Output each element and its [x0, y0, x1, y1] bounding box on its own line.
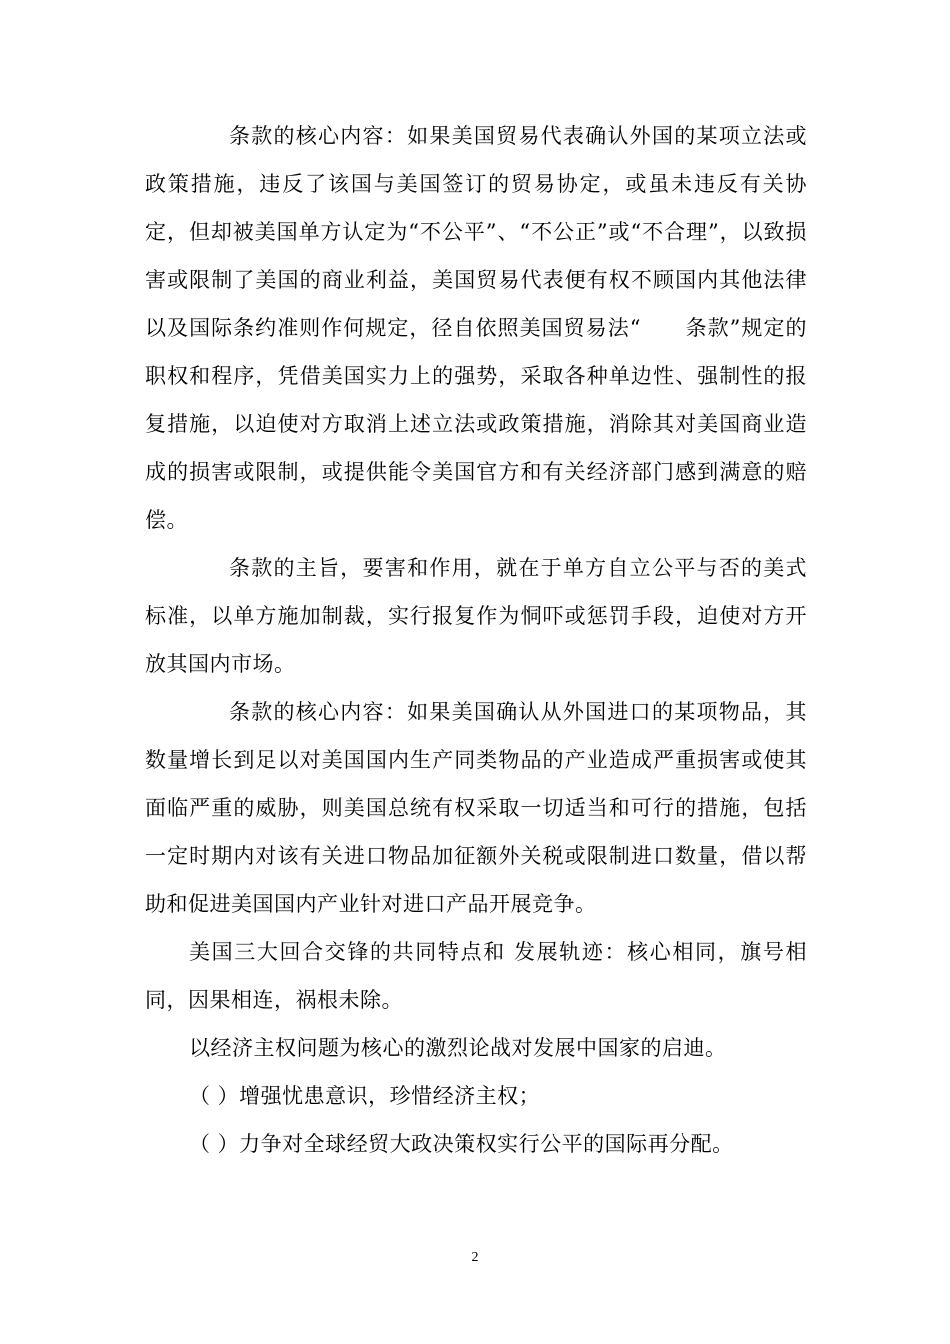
list-item-2: （ ）力争对全球经贸大政决策权实行公平的国际再分配。	[189, 1132, 734, 1156]
paragraph-3: 条款的核心内容：如果美国确认从外国进口的某项物品，其数量增长到足以对美国国内生产同类物品的产业造成严重损害或使其面临严重的威胁，则美国总统有权采取一切适当和可行的措施，包括一定时期内对该有关进口物品加征额外关税或限制进口数量，借以帮助和促进美国国内产业针对进口产品开展竞争。	[145, 700, 807, 916]
page-number: 2	[471, 1250, 479, 1265]
list-item-1: （ ）增强忧患意识，珍惜经济主权；	[189, 1084, 541, 1108]
paragraph-5: 以经济主权问题为核心的激烈论战对发展中国家的启迪。	[189, 1036, 727, 1060]
document-body	[145, 112, 807, 1168]
paragraph-2: 条款的主旨，要害和作用，就在于单方自立公平与否的美式标准，以单方施加制裁，实行报复作为恫吓或惩罚手段，迫使对方开放其国内市场。	[145, 556, 807, 676]
paragraph-4: 美国三大回合交锋的共同特点和 发展轨迹：核心相同，旗号相同，因果相连，祸根未除。	[145, 940, 807, 1012]
paragraph-1: 条款的核心内容：如果美国贸易代表确认外国的某项立法或政策措施，违反了该国与美国签订的贸易协定，或虽未违反有关协定，但却被美国单方认定为“不公平”、“不公正”或“不合理”，以致损害或限制了美国的商业利益，美国贸易代表便有权不顾国内其他法律以及国际条约准则作何规定，径自依照美国贸易法“ 条款”规定的职权和程序，凭借美国实力上的强势，采取各种单边性、强制性的报复措施，以迫使对方取消上述立法或政策措施，消除其对美国商业造成的损害或限制，或提供能令美国官方和有关经济部门感到满意的赔偿。	[145, 124, 807, 532]
